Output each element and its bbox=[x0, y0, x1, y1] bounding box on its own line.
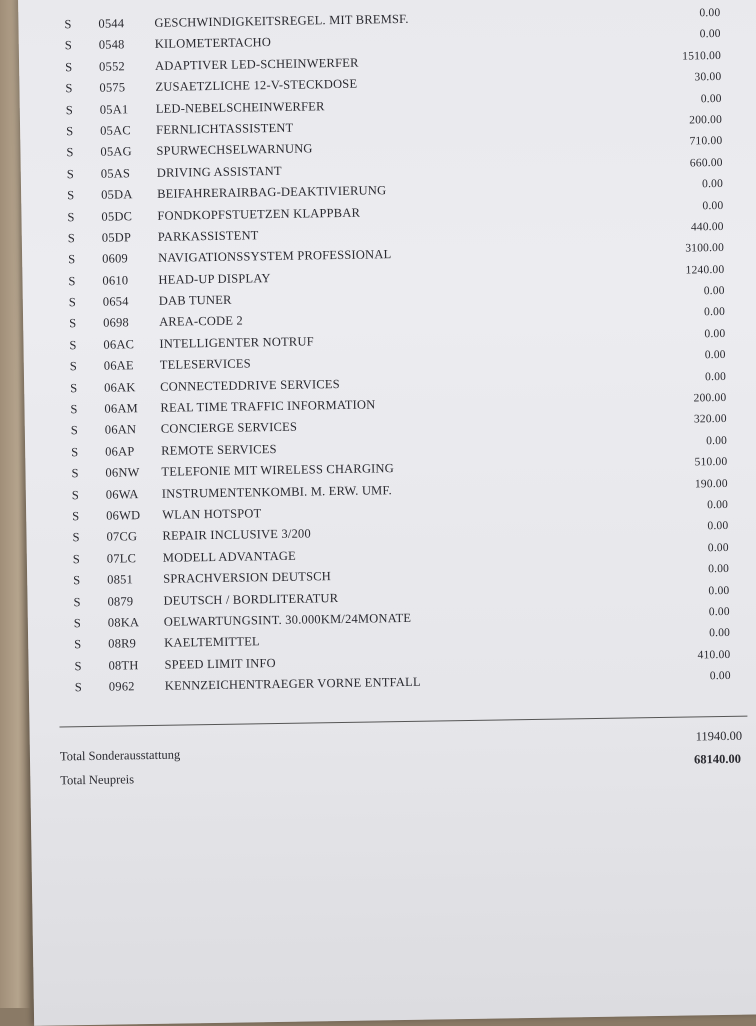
item-description: DAB TUNER bbox=[158, 292, 232, 308]
item-flag: S bbox=[72, 551, 81, 566]
item-description: TELEFONIE MIT WIRELESS CHARGING bbox=[161, 461, 395, 480]
item-price: 0.00 bbox=[708, 563, 730, 576]
item-code: 05AC bbox=[100, 123, 131, 138]
item-price: 0.00 bbox=[707, 541, 729, 554]
item-price: 0.00 bbox=[699, 28, 721, 41]
item-price: 0.00 bbox=[707, 520, 729, 533]
item-flag: S bbox=[67, 231, 76, 246]
item-price: 0.00 bbox=[707, 498, 729, 512]
item-code: 0552 bbox=[99, 59, 126, 74]
item-price: 3100.00 bbox=[685, 242, 725, 255]
item-code: 0610 bbox=[102, 272, 129, 288]
item-code: 0698 bbox=[103, 315, 130, 331]
item-price: 1510.00 bbox=[682, 49, 722, 63]
item-code: 06AP bbox=[105, 444, 135, 459]
item-flag: S bbox=[68, 295, 77, 310]
item-description: ADAPTIVER LED-SCHEINWERFER bbox=[155, 55, 359, 73]
item-description: REMOTE SERVICES bbox=[161, 441, 277, 458]
item-code: 0544 bbox=[98, 16, 125, 31]
item-flag: S bbox=[71, 444, 79, 460]
item-flag: S bbox=[69, 359, 78, 374]
item-code: 0575 bbox=[99, 80, 126, 95]
item-price: 200.00 bbox=[693, 391, 727, 405]
item-description: REAL TIME TRAFFIC INFORMATION bbox=[160, 397, 376, 415]
item-price: 440.00 bbox=[690, 220, 724, 234]
item-flag: S bbox=[68, 252, 76, 267]
item-flag: S bbox=[64, 17, 72, 32]
equipment-list bbox=[18, 6, 756, 702]
item-flag: S bbox=[71, 487, 80, 502]
item-price: 1240.00 bbox=[685, 263, 725, 277]
item-description: ZUSAETZLICHE 12-V-STECKDOSE bbox=[155, 76, 358, 95]
item-code: 06NW bbox=[105, 465, 140, 480]
item-price: 0.00 bbox=[706, 434, 728, 448]
item-flag: S bbox=[70, 402, 78, 417]
item-code: 06AC bbox=[103, 337, 135, 352]
item-flag: S bbox=[74, 680, 83, 695]
item-description: KILOMETERTACHO bbox=[154, 35, 272, 52]
item-description: FERNLICHTASSISTENT bbox=[156, 120, 294, 137]
item-flag: S bbox=[72, 509, 80, 524]
item-flag: S bbox=[73, 616, 82, 631]
item-price: 0.00 bbox=[702, 199, 724, 212]
item-description: FONDKOPFSTUETZEN KLAPPBAR bbox=[157, 205, 361, 223]
item-code: 0609 bbox=[102, 251, 129, 267]
item-flag: S bbox=[65, 81, 73, 96]
item-price: 320.00 bbox=[693, 413, 727, 426]
item-code: 06AK bbox=[104, 379, 136, 395]
item-description: NAVIGATIONSSYSTEM PROFESSIONAL bbox=[158, 247, 392, 266]
item-price: 0.00 bbox=[700, 92, 722, 105]
item-code: 08R9 bbox=[108, 636, 137, 651]
total-special-equipment-value: 11940.00 bbox=[695, 728, 743, 744]
item-price: 0.00 bbox=[699, 6, 721, 20]
item-code: 08KA bbox=[107, 615, 140, 630]
item-description: DEUTSCH / BORDLITERATUR bbox=[163, 590, 339, 608]
item-code: 05A1 bbox=[99, 101, 129, 117]
item-code: 0879 bbox=[107, 593, 134, 609]
item-price: 0.00 bbox=[702, 178, 724, 191]
item-code: 05DA bbox=[101, 187, 133, 202]
item-description: PARKASSISTENT bbox=[157, 228, 259, 244]
item-price: 0.00 bbox=[703, 285, 725, 298]
item-price: 660.00 bbox=[689, 156, 723, 170]
item-description: KAELTEMITTEL bbox=[164, 634, 260, 651]
item-code: 05DP bbox=[101, 230, 132, 245]
item-flag: S bbox=[66, 166, 75, 181]
item-description: GESCHWINDIGKEITSREGEL. MIT BREMSF. bbox=[154, 11, 409, 30]
item-flag: S bbox=[65, 59, 73, 75]
item-description: SPRACHVERSION DEUTSCH bbox=[163, 569, 332, 586]
item-code: 06AN bbox=[104, 422, 137, 438]
item-flag: S bbox=[74, 637, 82, 652]
total-new-price-label: Total Neupreis bbox=[60, 772, 135, 788]
item-description: SPURWECHSELWARNUNG bbox=[156, 141, 313, 159]
item-flag: S bbox=[66, 145, 74, 160]
item-code: 07LC bbox=[106, 550, 137, 566]
item-code: 0962 bbox=[108, 679, 135, 694]
item-flag: S bbox=[64, 38, 73, 53]
item-code: 07CG bbox=[106, 529, 138, 545]
item-description: CONCIERGE SERVICES bbox=[160, 420, 298, 437]
item-flag: S bbox=[66, 124, 74, 139]
item-flag: S bbox=[73, 594, 81, 609]
item-description: BEIFAHRERAIRBAG-DEAKTIVIERUNG bbox=[157, 183, 387, 201]
item-flag: S bbox=[68, 273, 76, 288]
item-code: 06WA bbox=[105, 486, 139, 502]
item-price: 510.00 bbox=[694, 456, 728, 469]
item-code: 0548 bbox=[98, 37, 125, 53]
item-price: 30.00 bbox=[694, 71, 722, 84]
item-description: REPAIR INCLUSIVE 3/200 bbox=[162, 526, 312, 544]
item-description: DRIVING ASSISTANT bbox=[156, 163, 282, 180]
item-description: KENNZEICHENTRAEGER VORNE ENTFALL bbox=[164, 674, 421, 693]
item-description: MODELL ADVANTAGE bbox=[162, 548, 297, 565]
item-code: 05AG bbox=[100, 144, 132, 160]
item-price: 200.00 bbox=[689, 113, 723, 127]
item-code: 06WD bbox=[106, 508, 141, 523]
item-description: TELESERVICES bbox=[159, 356, 251, 373]
total-new-price-value: 68140.00 bbox=[693, 751, 742, 767]
item-flag: S bbox=[69, 316, 77, 331]
total-special-equipment-label: Total Sonderausstattung bbox=[59, 747, 181, 764]
item-description: INTELLIGENTER NOTRUF bbox=[159, 334, 314, 351]
item-flag: S bbox=[70, 423, 79, 438]
item-flag: S bbox=[73, 573, 81, 588]
item-price: 410.00 bbox=[697, 648, 731, 662]
item-code: 05AS bbox=[100, 165, 131, 181]
item-price: 0.00 bbox=[709, 669, 731, 683]
item-price: 0.00 bbox=[708, 605, 730, 619]
item-flag: S bbox=[69, 337, 77, 353]
item-flag: S bbox=[65, 102, 74, 117]
item-code: 06AE bbox=[103, 358, 134, 373]
item-price: 0.00 bbox=[704, 327, 726, 341]
item-price: 710.00 bbox=[689, 135, 723, 148]
item-flag: S bbox=[67, 188, 75, 203]
totals-divider bbox=[59, 716, 747, 728]
item-price: 0.00 bbox=[709, 627, 731, 640]
item-description: HEAD-UP DISPLAY bbox=[158, 270, 271, 287]
item-description: INSTRUMENTENKOMBI. M. ERW. UMF. bbox=[161, 482, 393, 501]
item-flag: S bbox=[74, 658, 82, 673]
item-flag: S bbox=[72, 530, 80, 545]
item-description: LED-NEBELSCHEINWERFER bbox=[155, 98, 325, 116]
item-description: OELWARTUNGSINT. 30.000KM/24MONATE bbox=[163, 610, 412, 629]
item-flag: S bbox=[67, 209, 75, 224]
item-code: 0851 bbox=[107, 572, 134, 587]
item-flag: S bbox=[71, 466, 79, 481]
item-description: CONNECTEDDRIVE SERVICES bbox=[160, 376, 340, 394]
item-price: 0.00 bbox=[708, 584, 730, 597]
item-price: 0.00 bbox=[705, 370, 727, 383]
item-flag: S bbox=[70, 380, 78, 395]
item-description: SPEED LIMIT INFO bbox=[164, 655, 276, 672]
item-price: 0.00 bbox=[704, 349, 726, 362]
item-code: 08TH bbox=[108, 657, 139, 673]
item-code: 0654 bbox=[102, 294, 129, 309]
item-code: 05DC bbox=[101, 208, 133, 224]
price-list-sheet bbox=[18, 0, 756, 1026]
item-price: 190.00 bbox=[694, 477, 728, 491]
item-price: 0.00 bbox=[704, 306, 726, 319]
item-description: AREA-CODE 2 bbox=[159, 313, 244, 330]
item-code: 06AM bbox=[104, 401, 139, 416]
item-description: WLAN HOTSPOT bbox=[162, 506, 262, 522]
